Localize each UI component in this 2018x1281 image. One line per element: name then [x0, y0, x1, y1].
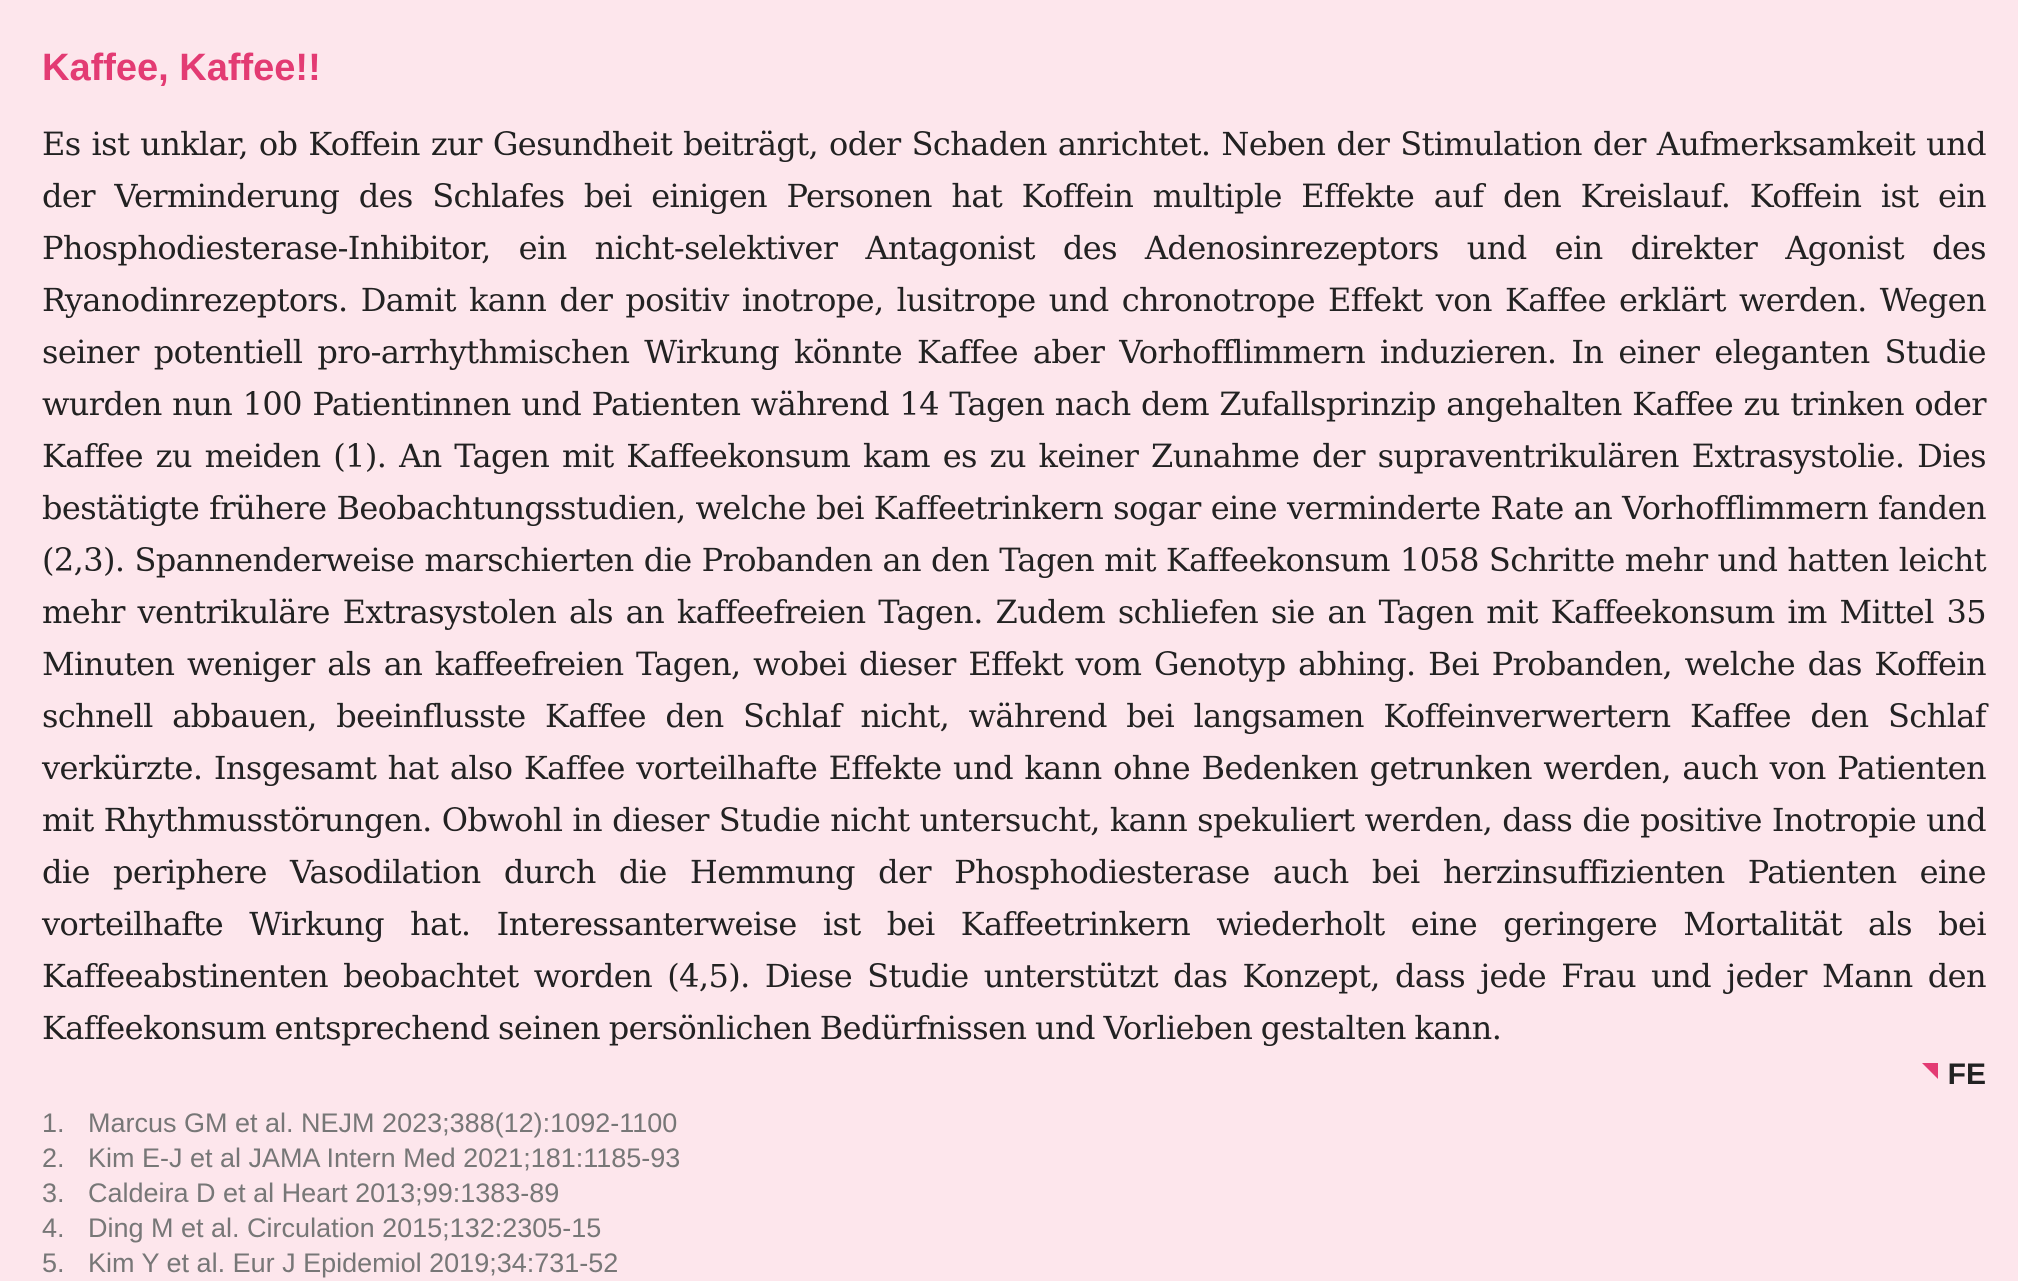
reference-number: 1.: [42, 1108, 65, 1138]
triangle-marker-icon: [1922, 1063, 1938, 1079]
reference-item: [42, 1141, 1986, 1176]
reference-text: Marcus GM et al. NEJM 2023;388(12):1092-1100: [88, 1108, 678, 1138]
reference-number: 5.: [42, 1248, 65, 1278]
reference-number: 2.: [42, 1143, 65, 1173]
reference-text: Ding M et al. Circulation 2015;132:2305-15: [88, 1213, 602, 1243]
article-body: Es ist unklar, ob Koffein zur Gesundheit beiträgt, oder Schaden anrichtet. Neben der Stimulation der Aufmerksamkeit und der Verminderung des Schlafes bei einigen Personen hat Koffein multiple Effekte auf den Kreislauf. Koffein ist ein Phosphodiesterase-Inhibitor, ein nicht-selektiver Antagonist des Adenosinrezeptors und ein direkter Agonist des Ryanodinrezeptors. Damit kann der positiv inotrope, lusitrope und chronotrope Effekt von Kaffee erklärt werden. Wegen seiner potentiell pro-arrhythmischen Wirkung könnte Kaffee aber Vorhofflimmern induzieren. In einer eleganten Studie wurden nun 100 Patientinnen und Patienten während 14 Tagen nach dem Zufallsprinzip angehalten Kaffee zu trinken oder Kaffee zu meiden (1). An Tagen mit Kaffeekonsum kam es zu keiner Zunahme der supraventrikulären Extrasystolie. Dies bestätigte frühere Beobachtungsstudien, welche bei Kaffeetrinkern sogar eine verminderte Rate an Vorhofflimmern fanden (2,3). Spannenderweise marschierten die Probanden an den Tagen mit Kaffeekonsum 1058 Schritte mehr und hatten leicht mehr ventrikuläre Extrasystolen als an kaffeefreien Tagen. Zudem schliefen sie an Tagen mit Kaffeekonsum im Mittel 35 Minuten weniger als an kaffeefreien Tagen, wobei dieser Effekt vom Genotyp abhing. Bei Probanden, welche das Koffein schnell abbauen, beeinflusste Kaffee den Schlaf nicht, während bei langsamen Koffeinverwertern Kaffee den Schlaf verkürzte. Insgesamt hat also Kaffee vorteilhafte Effekte und kann ohne Bedenken getrunken werden, auch von Patienten mit Rhythmusstörungen. Obwohl in dieser Studie nicht untersucht, kann spekuliert werden, dass die positive Inotropie und die periphere Vasodilation durch die Hemmung der Phosphodiesterase auch bei herzinsuffizienten Patienten eine vorteilhafte Wirkung hat. Interessanterweise ist bei Kaffeetrinkern wiederholt eine geringere Mortalität als bei Kaffeeabstinenten beobachtet worden (4,5). Diese Studie unterstützt das Konzept, dass jede Frau und jeder Mann den Kaffeekonsum entsprechend seinen persönlichen Bedürfnissen und Vorlieben gestalten kann.: [42, 125, 1986, 1047]
reference-item: [42, 1211, 1986, 1246]
reference-number: 4.: [42, 1213, 65, 1243]
reference-number: 3.: [42, 1178, 65, 1208]
author-initials: FE: [1947, 1058, 1986, 1091]
article-title: Kaffee, Kaffee!!: [42, 47, 321, 89]
author-signature: [42, 1056, 1986, 1094]
reference-item: [42, 1176, 1986, 1211]
reference-item: [42, 1106, 1986, 1141]
reference-text: Caldeira D et al Heart 2013;99:1383-89: [88, 1178, 560, 1208]
reference-list: [42, 1106, 1986, 1281]
article: [42, 40, 1986, 1281]
reference-item: [42, 1246, 1986, 1281]
reference-text: Kim E-J et al JAMA Intern Med 2021;181:1185-93: [88, 1143, 681, 1173]
reference-text: Kim Y et al. Eur J Epidemiol 2019;34:731-52: [88, 1248, 619, 1278]
